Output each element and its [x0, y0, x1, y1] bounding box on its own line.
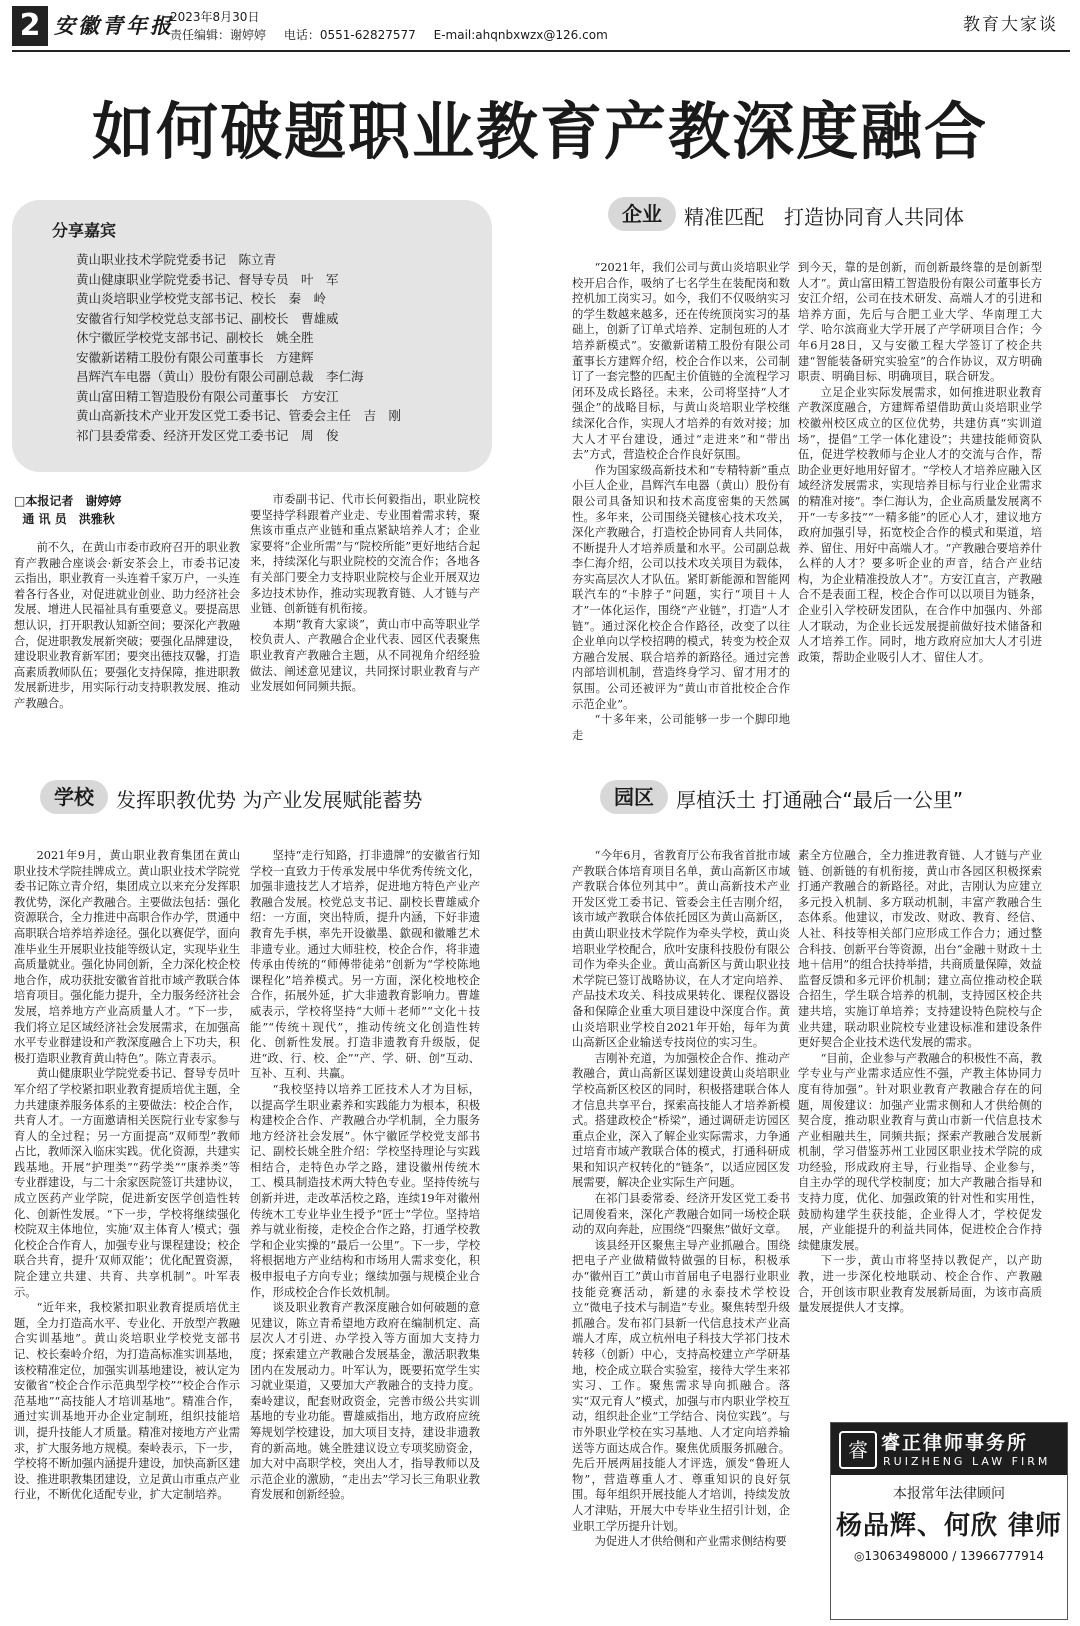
paragraph: “近年来，我校紧扣职业教育提质培优主题，全力打造高水平、专业化、开放型产教融合实训基地”。黄山炎培职业学校党支部书记、校长秦岭介绍，为打造高标准实训基地，该校精准定位，加强实训基地建设，被认定为安徽省“校企合作示范典型学校”“校企合作示范基地”“高技能人才培训基地”。精准合作，通过实训基地开办企业定制班，组织技能培训，提升技能人才质量。精准对接地方产业需求，扩大服务地方规模。秦岭表示，下一步，学校将不断加强内涵提升建设，加快高新区建设、推进职教集团建设，立足黄山市重点产业行业，不断优化适配专业，扩大定制培养。 [14, 1301, 240, 1502]
paragraph: 到今天，靠的是创新，而创新最终靠的是创新型人才”。黄山富田精工智造股份有限公司董事长方安江介绍，公司在技术研发、高端人才的引进和培养方面，先后与合肥工业大学、华南理工大学、哈尔滨商业大学开展了产学研项目合作；今年6月28日，又与安徽工程大学签订了校企共建“智能装备研究实验室”的合作协议，双方明确职责、明确目标、明确项目，联合研发。 [798, 261, 1042, 384]
park-column-2 [798, 848, 1042, 1408]
guest-item: 黄山富田精工智造股份有限公司董事长 方安江 [76, 388, 339, 404]
guest-item: 昌辉汽车电器（黄山）股份有限公司副总裁 李仁海 [76, 369, 364, 384]
guest-item: 黄山炎培职业学校党支部书记、校长 秦 岭 [76, 291, 327, 306]
park-column-1 [572, 848, 790, 1618]
section-title: 厚植沃土 打通融合“最后一公里” [676, 788, 964, 812]
paragraph: 市委副书记、代市长何毅指出，职业院校要坚持学科跟着产业走、专业围着需求转，聚焦该市重点产业链和重点紧缺培养人才；企业家要将“企业所需”与“院校所能”更好地结合起来，持续深化与职业院校的交流合作；各地各有关部门要全力支持职业院校与企业开展双边多边技术协作，推动实现教育链、人才链与产业链、创新链有机衔接。 [250, 493, 480, 616]
paper-name: 安徽青年报 [54, 13, 174, 38]
header-divider [12, 50, 1070, 52]
guest-item: 安徽省行知学校党总支部书记、副校长 曹雄威 [76, 310, 339, 326]
ad-tagline: 本报常年法律顾问 [893, 1486, 1005, 1502]
guest-item: 黄山职业技术学院党委书记 陈立青 [76, 252, 277, 267]
ad-phones: ◎13063498000 / 13966777914 [853, 1549, 1045, 1563]
paragraph: 下一步，黄山市将坚持以教促产，以产助教，进一步深化校地联动、校企合作、产教融合，开创该市职业教育发展新局面，为该市高质量发展提供人才支撑。 [798, 1254, 1042, 1315]
firm-logo-icon: 睿 [839, 1431, 877, 1469]
paragraph: 在祁门县委常委、经济开发区党工委书记周俊看来，深化产教融合如同一场校企联动的双向奔赴，应围绕“四聚焦”做好文章。 [572, 1192, 790, 1237]
section-tag: 企业 [608, 197, 676, 231]
paragraph: “目前，企业参与产教融合的积极性不高，教学专业与产业需求适应性不强，产教主体协同力度有待加强”。针对职业教育产教融合存在的问题，周俊建议：加强产业需求侧和人才供给侧的契合度，推动职业教育与黄山市新一代信息技术产业相融共生，同频共振；探索产教融合发展新机制，学习借鉴苏州工业园区职业技术学院的成功经验，形成政府主导，行业指导、企业参与，自主办学的现代学校制度；加大产教融合指导和支持力度，优化、加强政策的针对性和实用性，鼓励构建学生获技能，企业得人才，学校促发展，产业能提升的利益共同体，促进校企合作持续健康发展。 [798, 1051, 1042, 1252]
issue-date: 2023年8月30日 [170, 10, 260, 24]
intro-column-1 [14, 540, 240, 730]
paragraph: 作为国家级高新技术和“专精特新”重点小巨人企业，昌辉汽车电器（黄山）股份有限公司具备知识和技术高度密集的天然属性。多年来，公司围绕关键核心技术攻关，深化产教融合，打造校企协同育人共同体，不断提升人才培养质量和水平。公司副总裁李仁海介绍，公司以技术攻关项目为载体，夯实高层次人才队伍。紧盯新能源和智能网联汽车的“卡脖子”问题，实行“项目＋人才”一体化运作，围绕“产业链”，打造“人才链”。通过深化校企合作路径，改变了以往企业单向以学校招聘的模式，转变为校企双方融合发展、联合培养的新路径。通过完善内部培训机制，营造终身学习、留才用才的氛围。公司还被评为“黄山市首批校企合作示范企业”。 [572, 463, 790, 711]
section-school-header [40, 780, 540, 814]
section-tag: 园区 [600, 780, 668, 814]
paragraph: “2021年，我们公司与黄山炎培职业学校开启合作，吸纳了七名学生在装配岗和数控机加工岗实习。如今，我们不仅吸纳实习的学生数越来越多，还在传统顶岗实习的基础上，创新了订单式培养、定制包班的人才培养新模式”。安徽新诺精工股份有限公司董事长方建辉介绍，校企合作以来，公司制订了一套完整的匹配主价值链的全流程学习闭环及成长路径。未来，公司将坚持“人才强企”的战略目标，与黄山炎培职业学校继续深化合作，实现人才培养的有效对接；加大人才平台建设，通过“走进来”和“带出去”方式，营造校企合作良好氛围。 [572, 261, 790, 462]
paragraph: “今年6月，省教育厅公布我省首批市域产教联合体培育项目名单，黄山高新区市域产教联合体位列其中”。黄山高新技术产业开发区党工委书记、管委会主任吉刚介绍，该市域产教联合体依托园区为黄山高新区，由黄山职业技术学院作为牵头学校，黄山炎培职业学校配合，欣叶安康科技股份有限公司作为牵头企业。黄山高新区与黄山职业技术学院已签订战略协议，在人才定向培养、产品技术攻关、科技成果转化、课程仪器设备和保障企业重大项目建设中深度合作。黄山炎培职业学校自2021年开始，每年为黄山高新区企业输送专技岗位的实习生。 [572, 849, 790, 1050]
guest-item: 黄山健康职业学院党委书记、督导专员 叶 军 [76, 271, 339, 287]
law-firm-ad [830, 1422, 1068, 1620]
correspondent-line: 通 讯 员 洪雅秋 [14, 512, 115, 526]
editor-info [170, 26, 622, 43]
headline: 如何破题职业教育产教深度融合 [91, 95, 988, 168]
ad-banner [831, 1423, 1067, 1475]
section-title: 发挥职教优势 为产业发展赋能蓄势 [116, 788, 423, 812]
paragraph: “我校坚持以培养工匠技术人才为目标，以提高学生职业素养和实践能力为根本，积极构建校企合作、产教融合办学机制，全力服务地方经济社会发展”。休宁徽匠学校党支部书记、副校长姚全胜介绍：学校坚持理论与实践相结合，走特色办学之路，建设徽州传统木工、模具制造技术两大特色专业。坚持传统与创新并进，走改革活校之路，连续19年对徽州传统木工专业毕业生授予“匠士”学位。坚持培养与就业衔接，走校企合作之路，打通学校教学和企业实操的“最后一公里”。下一步，学校将根据地方产业结构和市场用人需求变化，积极申报电子方向专业；继续加强与规模企业合作，形成校企合作长效机制。 [250, 1082, 480, 1299]
firm-name: 睿正律师事务所 [881, 1432, 1029, 1454]
enterprise-column-1 [572, 260, 790, 742]
guest-item: 祁门县委常委、经济开发区党工委书记 周 俊 [76, 427, 339, 443]
reporter-line: □本报记者 谢婷婷 [14, 494, 122, 508]
section-tag: 学校 [40, 780, 108, 814]
paragraph: 该县经开区聚焦主导产业抓融合。围绕把电子产业做精做特做强的目标，积极承办“徽州百工”黄山市首届电子电器行业职业技能竞赛活动，新建的永泰技术学校设立“微电子技术与制造”专业。聚焦转型升级抓融合。发布祁门县新一代信息技术产业高端人才库，成立杭州电子科技大学祁门技术转移（创新）中心，支持高校建立产学研基地，校企成立联合实验室，接待大学生来祁实习、工作。聚焦需求导向抓融合。落实“双元育人”模式，加强与市内职业学校互动，组织赴企业“工学结合、岗位实践”。与市外职业学校在实习基地、人才定向培养输送等方面达成合作。聚焦优质服务抓融合。先后开展两届技能人才评选，颁发“鲁班人物”，营造尊重人才、尊重知识的良好氛围。每年组织开展技能人才培训，持续发放人才津贴，开展大中专毕业生招引计划，企业职工学历提升计划。 [572, 1238, 790, 1533]
enterprise-column-2 [798, 260, 1042, 722]
ad-lawyers: 杨品辉、何欣 律师 [835, 1511, 1063, 1541]
section-park-header [600, 780, 1070, 814]
guest-title: 分享嘉宾 [52, 221, 117, 240]
firm-name-en: RUIZHENG LAW FIRM [883, 1455, 1051, 1468]
editor-email: E-mail:ahqnbxwzx@126.com [433, 28, 608, 42]
paragraph: “十多年来，公司能够一步一个脚印地走 [572, 713, 790, 742]
intro-column-2 [250, 492, 480, 730]
paragraph: 吉刚补充道，为加强校企合作、推动产教融合，黄山高新区谋划建设黄山炎培职业学校高新区校区的同时，积极搭建联合体人才信息共享平台，探索高技能人才培养新模式。搭建政校企“桥梁”，通过调研走访园区重点企业，深入了解企业实际需求，力争通过培育市域产教联合体的模式，打通科研成果和知识产权转化的“链条”，以适应园区发展需要，解决企业实际生产问题。 [572, 1051, 790, 1190]
guest-item: 安徽新诺精工股份有限公司董事长 方建辉 [76, 349, 314, 365]
guest-item: 休宁徽匠学校党支部书记、副校长 姚全胜 [76, 330, 314, 345]
paragraph: 本期“教育大家谈”，黄山市中高等职业学校负责人、产教融合企业代表、园区代表聚焦职业教育产教融合主题，从不同视角介绍经验做法、阐述意见建议，共同探讨职业教育与产业发展如何同频共振。 [250, 617, 480, 694]
reporter-byline [14, 492, 254, 528]
page-number: 2 [12, 6, 48, 46]
paragraph: 为促进人才供给侧和产业需求侧结构要 [594, 1535, 787, 1549]
paragraph: 黄山健康职业学院党委书记、督导专员叶军介绍了学校紧扣职业教育提质培优主题，全力共建康养服务体系的主要做法：校企合作，共育人才。一方面邀请相关医院行业专家参与育人的全过程；另一方面提高“双师型”教师占比，教师深入临床实践。优化资源，共建实践基地。开展“护理类”“药学类”“康养类”等专业群建设，与二十余家医院签订共建协议，成立医药产业学院，促进新安医学创造性转化、创新性发展。“下一步，学校将继续强化校院双主体地位，实施‘双主体育人’模式；强化校企合作育人，加强专业与课程建设；校企联合共育，提升‘双师双能’；优化配置资源，院企建立共建、共育、共享机制”。叶军表示。 [14, 1067, 240, 1299]
paragraph: 谈及职业教育产教深度融合如何破题的意见建议，陈立青希望地方政府在编制机定、高层次人才引进、办学投入等方面加大支持力度；探索建立产教融合发展基金，激活职教集团内在发展动力。叶军认为，既要拓宽学生实习就业渠道，又要加大产教融合的支持力度。秦岭建议，配套财政资金，完善市级公共实训基地的专业功能。曹雄威指出，地方政府应统筹规划学校建设，加大项目支持，建设非遗教育的新高地。姚全胜建议设立专项奖励资金，加大对中高职学校，突出人才，指导教师以及示范企业的激励，“走出去”学习长三角职业教育发展和创新经验。 [250, 1301, 480, 1502]
section-title: 精准匹配 打造协同育人共同体 [684, 205, 964, 229]
school-column-1 [14, 848, 240, 1618]
paragraph: 前不久，在黄山市委市政府召开的职业教育产教融合座谈会·新安茶会上，市委书记凌云指出，职业教育一头连着千家万户，一头连着各行各业，对促进就业创业、助力经济社会发展、增进人民福祉具有重要意义。要提高思想认识，打开职教认知新空间；要深化产教融合，促进职教发展新突破；要强化品牌建设，建设职业教育新军团；要突出德技双馨，打造高素质教师队伍；要强化支持保障，推进职教发展新进步，用实际行动支持职教发展、推动产教融合。 [14, 541, 240, 710]
editor-name: 责任编辑：谢婷婷 [170, 28, 267, 42]
page-header [0, 0, 1080, 52]
section-enterprise-header [608, 197, 1068, 231]
school-column-2 [250, 848, 480, 1618]
guest-item: 黄山高新技术产业开发区党工委书记、管委会主任 吉 刚 [76, 408, 402, 423]
editor-phone: 电话：0551-62827577 [283, 28, 416, 42]
paragraph: 素全方位融合，全力推进教育链、人才链与产业链、创新链的有机衔接，黄山市各园区积极探索打通产教融合的新路径。对此，吉刚认为应建立多元投入机制、多方联动机制，丰富产教融合生态体系。他建议，市发改、财政、教育、经信、人社、科技等相关部门应形成工作合力；通过整合科技、创新平台等资源，出台“金融＋财政＋土地＋信用”的组合扶持举措，共商质量保障，效益监督反馈和多元评价机制；建立高位推动校企联合招生，学生联合培养的机制，支持园区校企共建共培，实施订单培养；支持建设特色院校与企业共建，联动职业院校专业建设标准和建设条件更好契合企业技术迭代发展的需求。 [798, 849, 1042, 1050]
paragraph: 坚持“走行知路，打非遗牌”的安徽省行知学校一直致力于传承发展中华优秀传统文化，加强非遗技艺人才培养，促进地方特色产业产教融合发展。校党总支书记、副校长曹雄威介绍：一方面，突出特质，提升内涵，下好非遗教育先手棋，率先开设徽墨、歙砚和徽雕艺术非遗专业。通过大师驻校，校企合作，将非遗传承由传统的“师傅带徒弟”创新为“学校陈地课程化”培养模式。另一方面，深化校地校企合作，拓展外延，扩大非遗教育影响力。曹雄威表示，学校将坚持“大师＋老师”“文化＋技能”“传统＋现代”，推动传统文化创造性转化、创新性发展。打造非遗教育升级版，促进“政、行、校、企”“产、学、研、创”互动、互补、互利、共赢。 [250, 849, 480, 1081]
column-name: 教育大家谈 [963, 15, 1058, 35]
paragraph: 立足企业实际发展需求，如何推进职业教育产教深度融合，方建辉希望借助黄山炎培职业学校徽州校区成立的区位优势，共建仿真“实训道场”，提倡“工学一体化建设”；共建技能师资队伍，促进学校教师与企业人才的交流与合作，帮助企业更好地用好留才。“学校人才培养应融入区域经济发展需求，实现培养目标与行业企业需求的精准对接”。李仁海认为，企业高质量发展离不开“一专多技”“一精多能”的匠心人才，建议地方政府加强引导，拓宽校企合作的模式和渠道，培养、留住、用好中高端人才。“产教融合要培养什么样的人才？要多听企业的声音，结合产业结构，为企业精准投放人才”。方安江直言，产教融合不是表面工程，校企合作可以以项目为链条，企业引入学校研发团队，在合作中加强内、外部人才联动，为企业长远发展提前做好技术储备和人才培养工作。同时，地方政府应加大人才引进政策，帮助企业吸引人才、留住人才。 [798, 385, 1042, 664]
guest-list [76, 250, 401, 445]
paragraph: 2021年9月，黄山职业教育集团在黄山职业技术学院挂牌成立。黄山职业技术学院党委书记陈立青介绍，集团成立以来充分发挥职教优势，深化产教融合。主要做法包括：强化资源联合，全力推进中高职合作办学，贯通中高职联合培养培养途径。强化以赛促学，面向准毕业生开展职业技能等级认定，实现毕业生高质量就业。强化协同创新，全力深化校企校地合作，成功获批安徽省首批市域产教联合体培育项目。强化能力提升，全力服务经济社会发展，培养地方产业高质量人才。“下一步，我们将立足区域经济社会发展需求，在加强高水平专业群建设和产教深度融合上下功夫，积极打造职业教育黄山特色”。陈立青表示。 [14, 849, 240, 1065]
